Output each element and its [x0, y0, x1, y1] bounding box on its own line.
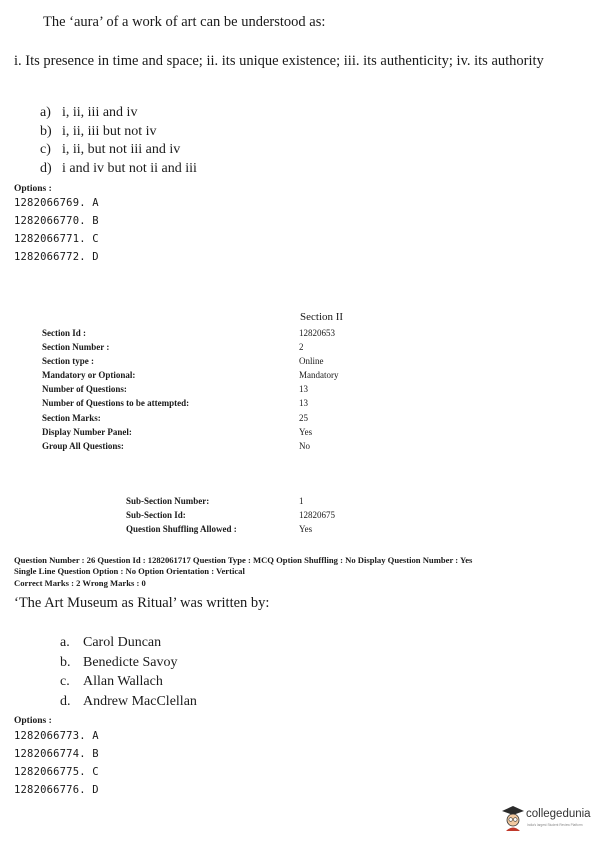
section-row — [42, 384, 449, 398]
section-row — [42, 342, 449, 356]
choice-c — [40, 141, 197, 160]
logo-tagline: India's largest Student Review Platform — [527, 823, 583, 827]
section-row — [42, 328, 449, 342]
subsection-row-key: Question Shuffling Allowed : — [126, 524, 237, 534]
question-1-stem: The ‘aura’ of a work of art can be understood as: — [43, 14, 326, 30]
section-row-value: No — [299, 440, 310, 451]
choice-label: d) — [40, 160, 52, 176]
question-1-choices — [40, 104, 197, 178]
subsection-row-value: 1 — [299, 496, 304, 506]
question-meta-line: Single Line Question Option : No Option Orientation : Vertical — [14, 566, 245, 576]
choice-a — [40, 104, 197, 123]
question-2-choices — [60, 633, 197, 711]
option-id: 1282066770. B — [14, 215, 99, 227]
section-row — [42, 413, 449, 427]
question-1-statements: i. Its presence in time and space; ii. its unique existence; iii. its authenticity; iv. its authority — [14, 53, 544, 69]
subsection-row-value: Yes — [299, 524, 313, 534]
option-id: 1282066773. A — [14, 730, 99, 742]
section-row-value: 13 — [299, 398, 308, 409]
choice-text: i and iv but not ii and iii — [62, 160, 197, 176]
choice-label: d. — [60, 693, 71, 709]
section-row-key: Group All Questions: — [42, 440, 124, 451]
graduate-mascot-icon — [500, 804, 526, 832]
section-row-key: Section Number : — [42, 342, 110, 353]
section-row-key: Mandatory or Optional: — [42, 370, 136, 381]
choice-label: b. — [60, 654, 71, 670]
subsection-info-table — [126, 496, 335, 538]
section-row-key: Section Marks: — [42, 412, 101, 423]
section-row-key: Display Number Panel: — [42, 426, 132, 437]
choice-a — [60, 633, 197, 653]
section-row-value: Online — [299, 356, 324, 367]
choice-d — [40, 160, 197, 179]
section-row-value: 12820653 — [299, 328, 335, 338]
choice-text: i, ii, iii and iv — [62, 105, 138, 120]
section-row — [42, 356, 449, 370]
option-id: 1282066774. B — [14, 748, 99, 760]
choice-label: c) — [40, 142, 51, 157]
choice-label: a) — [40, 105, 51, 120]
choice-text: Benedicte Savoy — [83, 654, 178, 670]
choice-b — [40, 123, 197, 142]
collegedunia-logo — [500, 803, 592, 833]
subsection-row-value: 12820675 — [299, 510, 335, 520]
choice-d — [60, 692, 197, 712]
question-marks-line: Correct Marks : 2 Wrong Marks : 0 — [14, 578, 146, 588]
option-id: 1282066772. D — [14, 251, 99, 263]
options-heading: Options : — [14, 184, 52, 194]
section-row-key: Section type : — [42, 356, 94, 367]
section-row-key: Number of Questions to be attempted: — [42, 398, 190, 409]
section-row-value: Mandatory — [299, 370, 339, 381]
subsection-row — [126, 524, 335, 538]
section-info-table — [42, 328, 449, 455]
option-id: 1282066769. A — [14, 197, 99, 209]
choice-text: Andrew MacClellan — [83, 693, 197, 709]
choice-text: Carol Duncan — [83, 635, 162, 650]
choice-text: i, ii, iii but not iv — [62, 123, 157, 139]
option-id: 1282066771. C — [14, 233, 99, 245]
logo-wordmark: collegedunia — [526, 808, 591, 820]
section-row — [42, 370, 449, 384]
section-row — [42, 441, 449, 455]
section-row — [42, 427, 449, 441]
subsection-row-key: Sub-Section Id: — [126, 510, 186, 520]
choice-c — [60, 672, 197, 692]
section-row-value: Yes — [299, 426, 313, 437]
section-row-key: Section Id : — [42, 328, 87, 338]
choice-text: i, ii, but not iii and iv — [62, 142, 181, 157]
choice-label: c. — [60, 674, 70, 689]
section-title: Section II — [300, 311, 344, 323]
section-row-value: 25 — [299, 412, 308, 423]
option-id: 1282066776. D — [14, 784, 99, 796]
choice-text: Allan Wallach — [83, 674, 163, 689]
choice-label: a. — [60, 635, 70, 650]
subsection-row — [126, 496, 335, 510]
subsection-row — [126, 510, 335, 524]
option-id: 1282066775. C — [14, 766, 99, 778]
section-row-value: 13 — [299, 384, 308, 395]
question-meta-line: Question Number : 26 Question Id : 1282061717 Question Type : MCQ Option Shuffling : No Display Question Number : Yes — [14, 555, 473, 565]
section-row-value: 2 — [299, 342, 304, 353]
subsection-row-key: Sub-Section Number: — [126, 496, 210, 506]
question-2-stem: ‘The Art Museum as Ritual’ was written by: — [14, 595, 270, 611]
choice-b — [60, 653, 197, 673]
section-row-key: Number of Questions: — [42, 384, 127, 395]
options-heading: Options : — [14, 716, 52, 726]
section-row — [42, 398, 449, 412]
choice-label: b) — [40, 123, 52, 139]
